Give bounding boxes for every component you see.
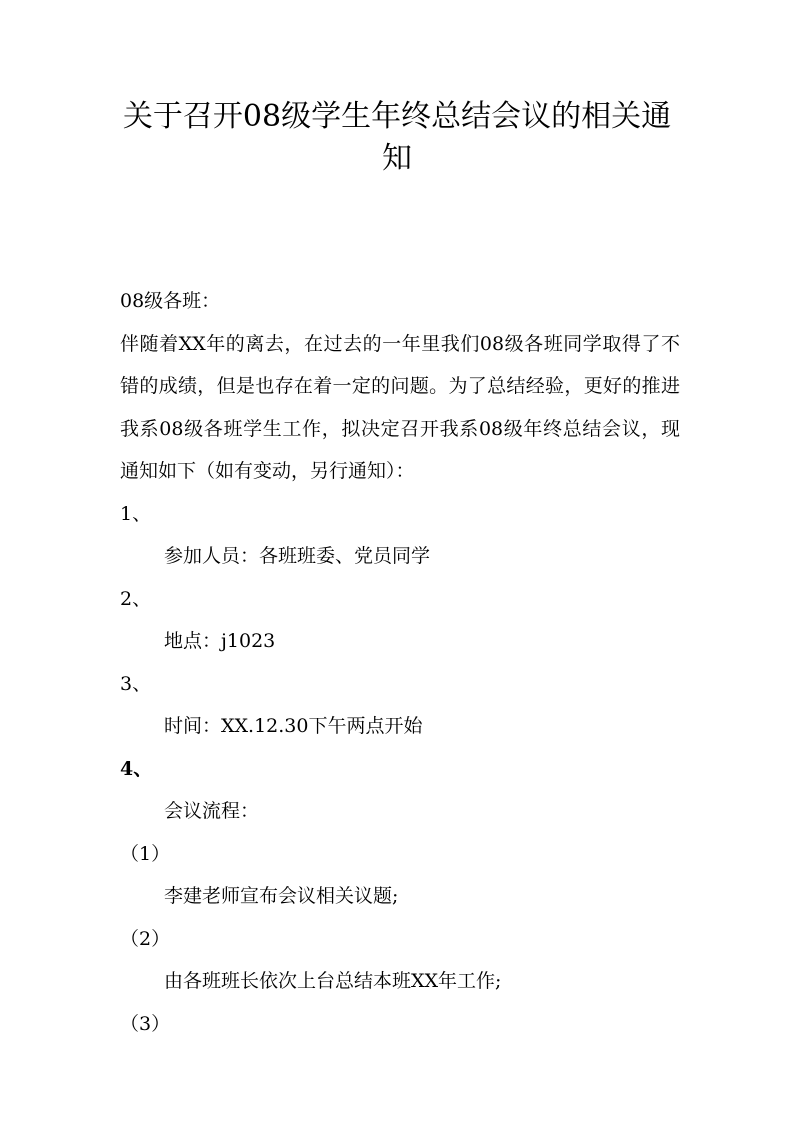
- document-title: 关于召开08级学生年终总结会议的相关通知: [122, 99, 672, 176]
- salutation: 08级各班：: [120, 290, 221, 312]
- step-number-2: （2）: [120, 927, 171, 950]
- step-number-1: （1）: [120, 842, 171, 865]
- step-number-3: （3）: [120, 1012, 171, 1035]
- item-text-location: 地点：j1023: [164, 630, 276, 652]
- step-text-1: 李建老师宣布会议相关议题;: [164, 885, 399, 907]
- item-number-1: 1、: [120, 502, 152, 525]
- item-text-agenda: 会议流程：: [164, 800, 260, 822]
- item-text-attendees: 参加人员：各班班委、党员同学: [164, 545, 431, 567]
- item-text-time: 时间：XX.12.30下午两点开始: [164, 715, 423, 737]
- intro-paragraph: 伴随着XX年的离去，在过去的一年里我们08级各班同学取得了不错的成绩，但是也存在着一定的问题。为了总结经验，更好的推进我系08级各班学生工作，拟决定召开我系08级年终总结会议，现通知如下（如有变动，另行通知）：: [120, 332, 680, 482]
- item-number-4: 4、: [120, 757, 153, 780]
- step-text-2: 由各班班长依次上台总结本班XX年工作;: [164, 970, 502, 992]
- item-number-3: 3、: [120, 672, 152, 695]
- document-body: [120, 280, 680, 1045]
- item-number-2: 2、: [120, 587, 152, 610]
